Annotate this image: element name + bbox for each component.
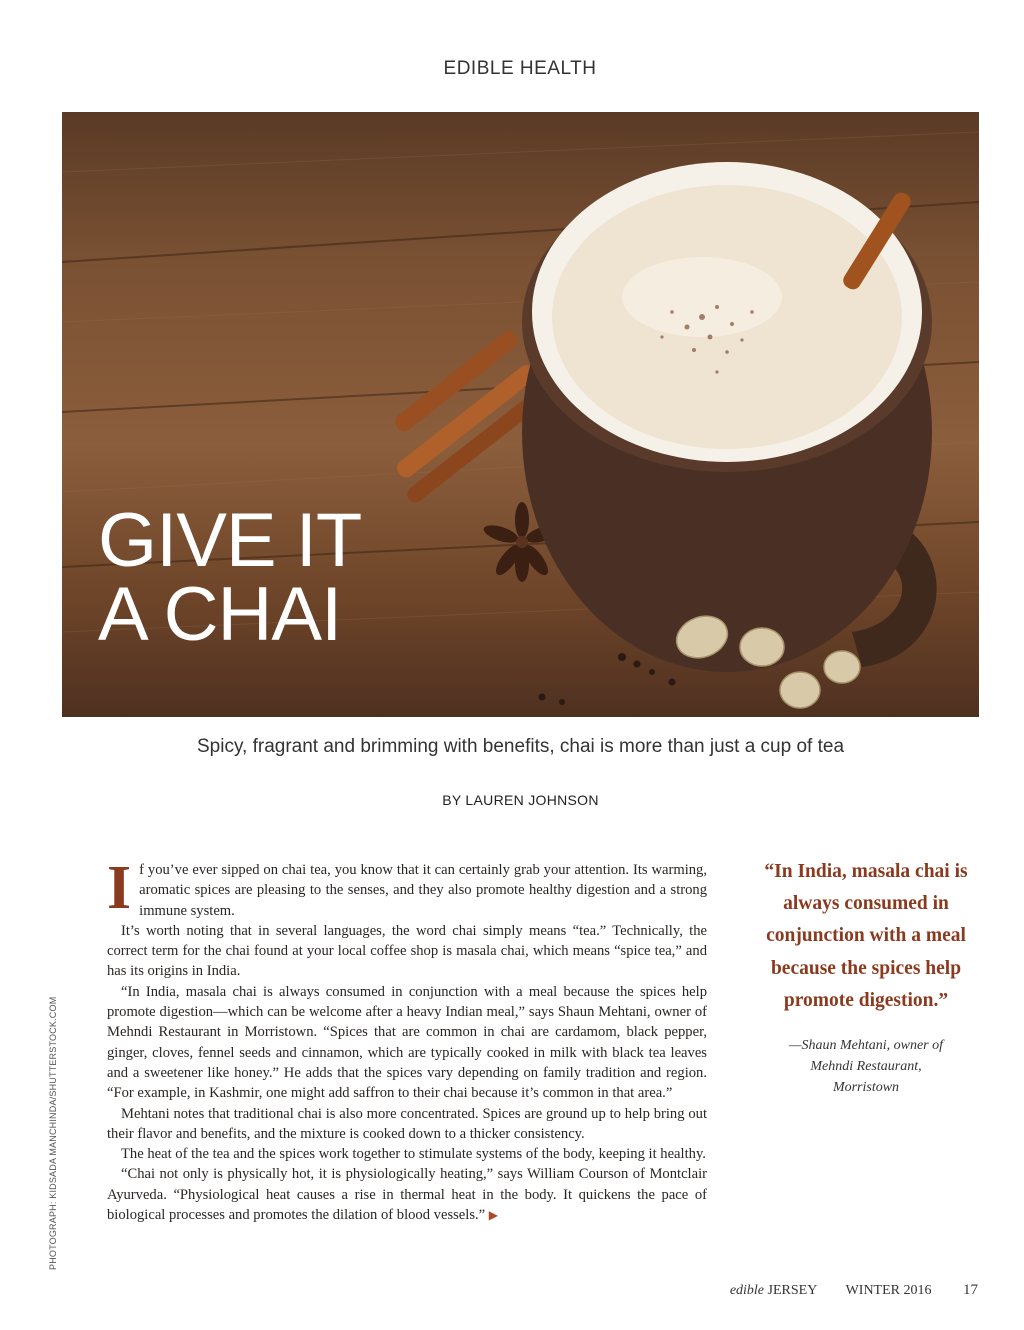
page-footer xyxy=(730,1282,978,1299)
attribution-line: —Shaun Mehtani, owner of xyxy=(789,1038,943,1054)
pull-quote-box xyxy=(755,856,977,1098)
issue-date: WINTER 2016 xyxy=(845,1283,932,1298)
drop-cap: I xyxy=(107,854,132,922)
article-body xyxy=(107,854,707,1225)
pull-quote-attribution xyxy=(755,1035,977,1098)
magazine-name: JERSEY xyxy=(767,1283,817,1298)
hero-photo xyxy=(62,112,979,717)
title-line-1: GIVE IT xyxy=(98,498,362,583)
paragraph: Mehtani notes that traditional chai is also more concentrated. Spices are ground up to help bring out their flavor and benefits, and the mixture is cooked down to a thicker consistency. xyxy=(107,1105,707,1142)
attribution-line: Mehndi Restaurant, xyxy=(810,1059,922,1075)
triangle-right-icon: ▶ xyxy=(488,1208,499,1223)
article-title xyxy=(98,498,362,657)
paragraph xyxy=(107,1164,707,1225)
magazine-edible: edible xyxy=(729,1283,765,1298)
pull-quote: “In India, masala chai is always consumed in conjunction with a meal because the spices help promote digestion.” xyxy=(764,861,968,1011)
paragraph: It’s worth noting that in several languages, the word chai simply means “tea.” Technically, the correct term for the chai found at your local coffee shop is masala chai, which means “spice tea,” and has its origins in India. xyxy=(107,922,707,980)
photo-credit: PHOTOGRAPH: KIDSADA MANCHINDA/SHUTTERSTOCK.COM xyxy=(48,996,58,1270)
section-header: EDIBLE HEALTH xyxy=(443,58,597,79)
paragraph xyxy=(107,854,707,922)
byline: BY LAUREN JOHNSON xyxy=(442,792,599,808)
article-dek: Spicy, fragrant and brimming with benefits, chai is more than just a cup of tea xyxy=(196,736,845,757)
paragraph: “In India, masala chai is always consumed in conjunction with a meal because the spices help promote digestion—which can be welcome after a heavy Indian meal,” says Shaun Mehtani, owner of Mehndi Restaurant in Morristown. “Spices that are common in chai are cardamom, black pepper, ginger, cloves, fennel seeds and cinnamon, which are typically cooked in milk with black tea leaves and a sweetener like honey.” He adds that the spices vary depending on family tradition and region. “For example, in Kashmir, one might add saffron to their chai because it’s common in that area.” xyxy=(107,983,707,1102)
attribution-line: Morristown xyxy=(832,1080,900,1096)
paragraph: The heat of the tea and the spices work together to stimulate systems of the body, keeping it healthy. xyxy=(121,1146,706,1163)
paragraph-text: “Chai not only is physically hot, it is physiologically heating,” says William Courson of Montclair Ayurveda. “Physiological heat causes a rise in thermal heat in the body. It quickens the pace of biological processes and promotes the dilation of blood vessels.” xyxy=(107,1166,707,1224)
title-line-2: A CHAI xyxy=(98,572,342,657)
paragraph-text: f you’ve ever sipped on chai tea, you know that it can certainly grab your attention. Its warming, aromatic spices are pleasing to the senses, and they also promote healthy digestion and a strong immune system. xyxy=(139,862,707,919)
page-number: 17 xyxy=(963,1282,978,1298)
